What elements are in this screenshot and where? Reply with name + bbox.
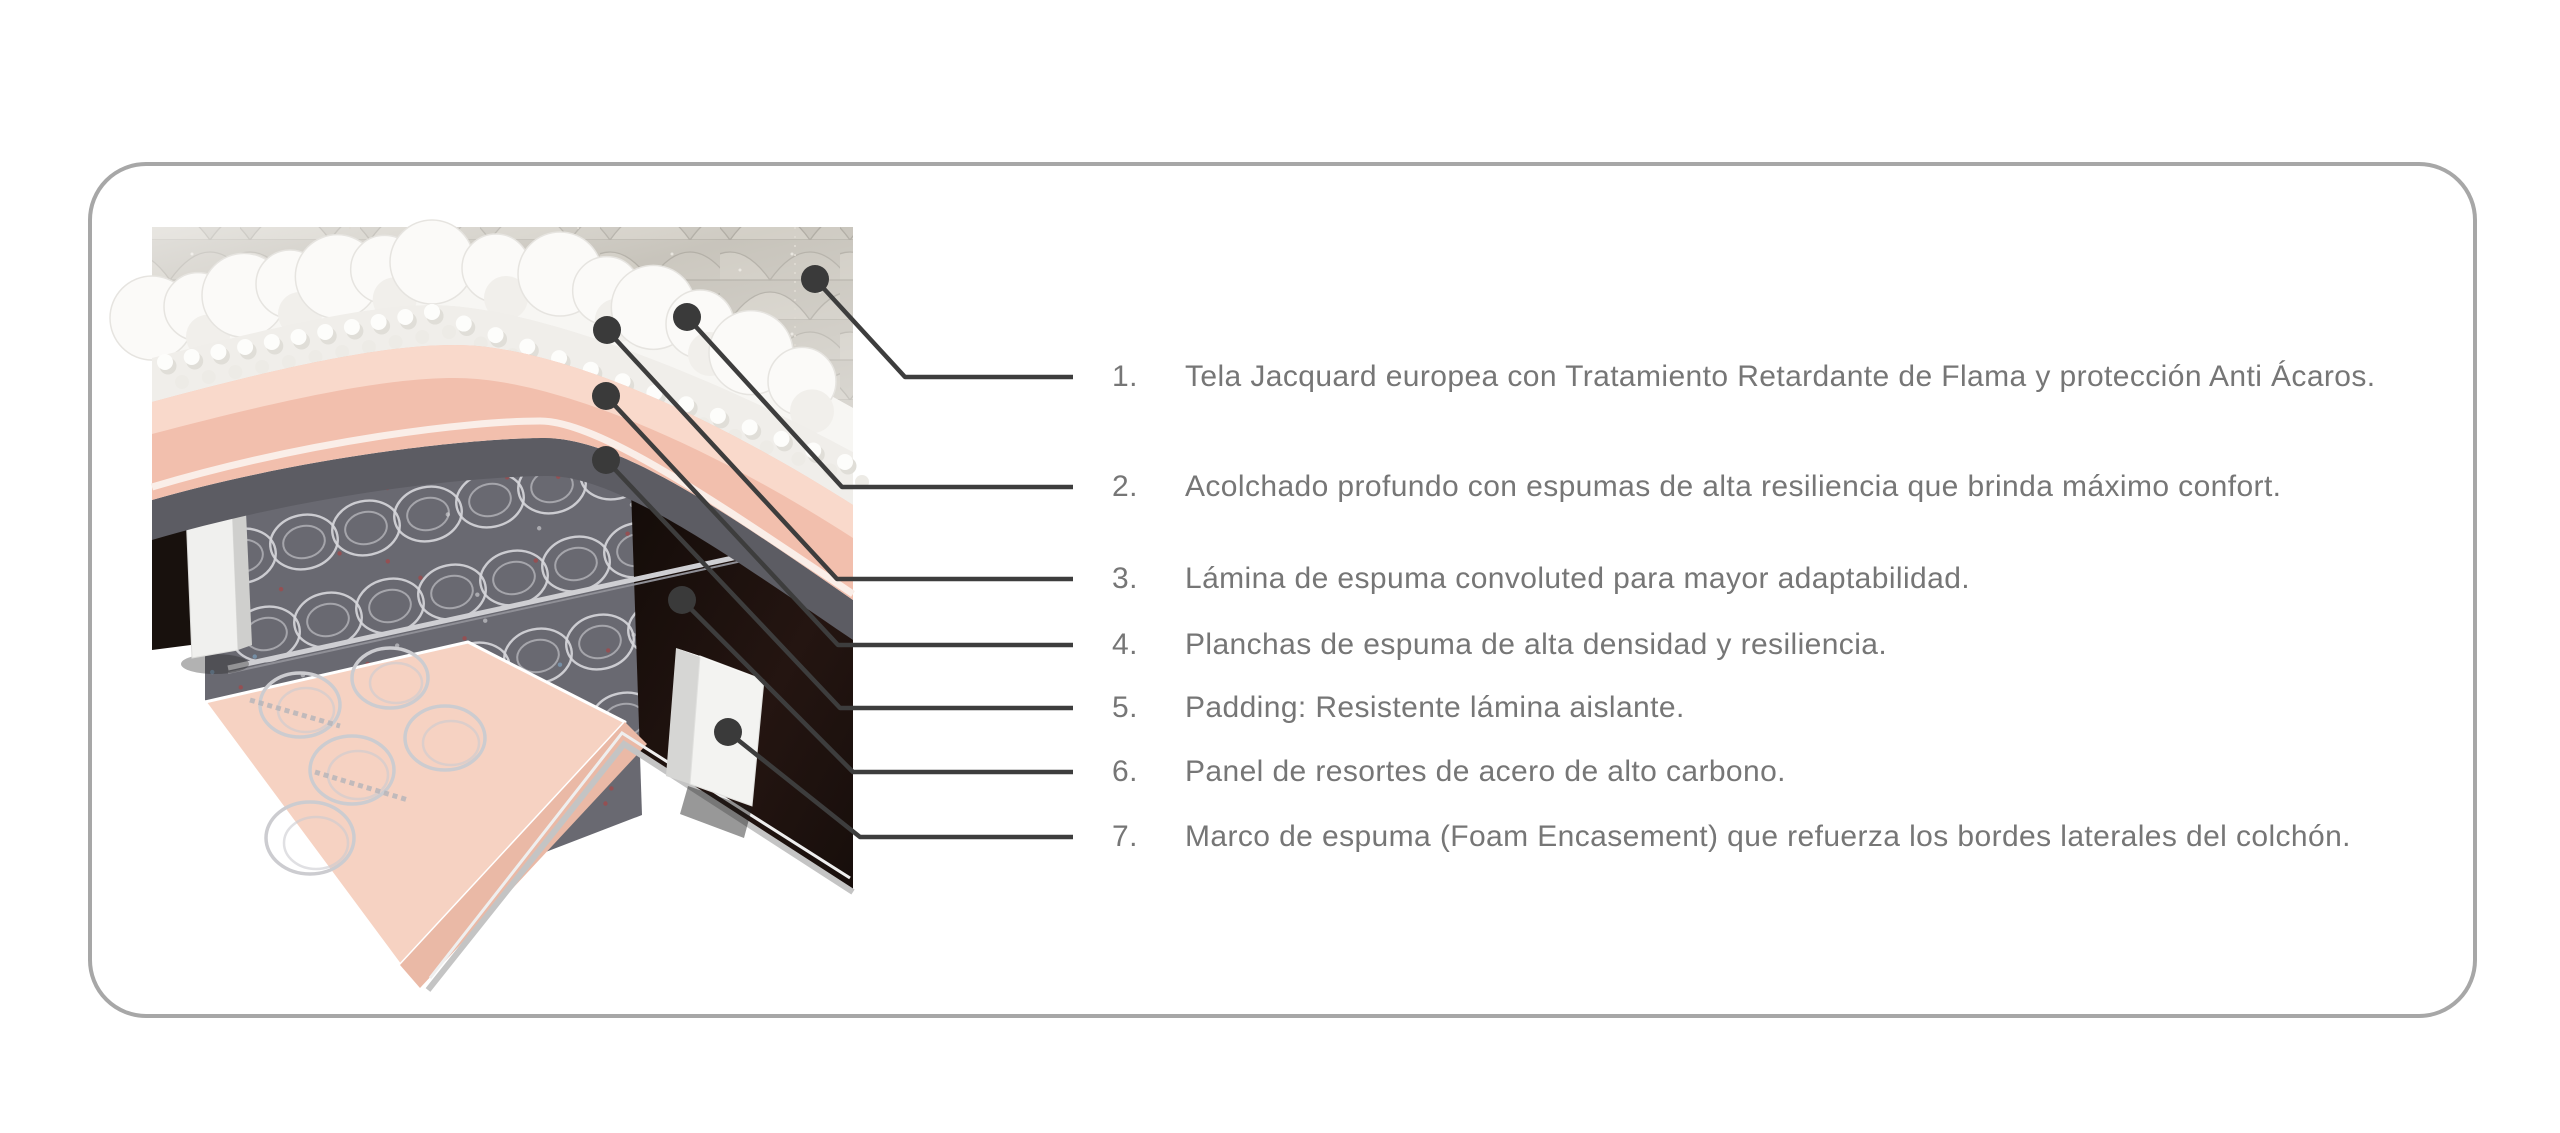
callout-dot [668, 586, 696, 614]
callout-dot [592, 446, 620, 474]
list-item [1112, 751, 2422, 793]
list-item [1112, 687, 2422, 729]
list-item-text: Acolchado profundo con espumas de alta resiliencia que brinda máximo confort. [1185, 470, 2282, 503]
callout-dot [592, 382, 620, 410]
callout-dot [673, 303, 701, 331]
list-item-text: Planchas de espuma de alta densidad y resiliencia. [1185, 628, 1888, 661]
list-item [1112, 816, 2422, 858]
list-item-number: 2. [1112, 470, 1138, 503]
list-item-text: Padding: Resistente lámina aislante. [1185, 691, 1685, 724]
list-item-number: 1. [1112, 360, 1138, 393]
list-item [1112, 624, 2422, 666]
list-item-number: 4. [1112, 628, 1138, 661]
leader-line [815, 279, 1073, 377]
list-item-number: 7. [1112, 820, 1138, 853]
list-item [1112, 356, 2422, 398]
list-item-text: Tela Jacquard europea con Tratamiento Retardante de Flama y protección Anti Ácaros. [1185, 360, 2376, 393]
foam-encasement-rail [666, 648, 764, 838]
list-item-text: Marco de espuma (Foam Encasement) que refuerza los bordes laterales del colchón. [1185, 820, 2351, 853]
list-item-number: 5. [1112, 691, 1138, 724]
list-item [1112, 558, 2422, 600]
list-item-number: 6. [1112, 755, 1138, 788]
mattress-cutaway-illustration [110, 220, 869, 990]
list-item-text: Panel de resortes de acero de alto carbono. [1185, 755, 1786, 788]
callout-dot [593, 316, 621, 344]
foam-rail-left [181, 505, 252, 674]
list-item-number: 3. [1112, 562, 1138, 595]
callout-dot [714, 718, 742, 746]
list-item-text: Lámina de espuma convoluted para mayor adaptabilidad. [1185, 562, 1971, 595]
callout-dot [801, 265, 829, 293]
list-item [1112, 466, 2422, 508]
